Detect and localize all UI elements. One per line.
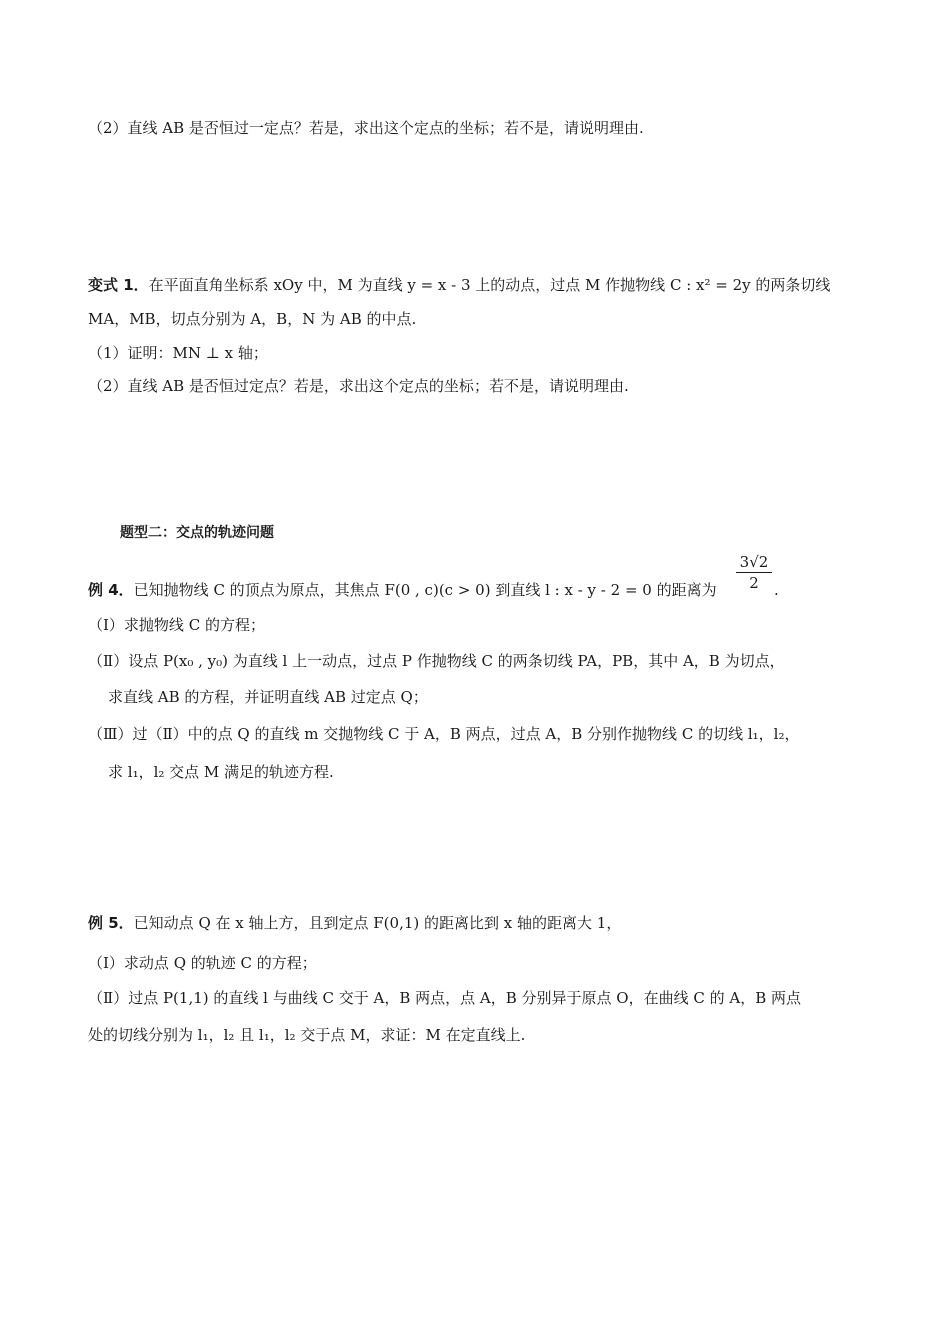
fraction-denominator: 2 [749,574,759,592]
question-2-text: （2）直线 AB 是否恒过一定点？若是，求出这个定点的坐标；若不是，请说明理由. [88,119,644,137]
example-4-part-i: （Ⅰ）求抛物线 C 的方程； [88,616,265,634]
fraction-tail: . [774,581,779,599]
example-4-part-iii-line-2: 求 l₁，l₂ 交点 M 满足的轨迹方程. [108,763,334,781]
example-4-part-iii-line-1: （Ⅲ）过（Ⅱ）中的点 Q 的直线 m 交抛物线 C 于 A，B 两点，过点 A，B 分别作抛物线 C 的切线 l₁，l₂， [88,725,800,743]
example-5-label: 例 5． [88,914,134,932]
example-5-line-1 [88,913,621,933]
variant-1-line-1 [88,275,830,295]
variant-1-question-2: （2）直线 AB 是否恒过定点？若是，求出这个定点的坐标；若不是，请说明理由. [88,377,629,395]
variant-1-question-1: （1）证明：MN ⊥ x 轴； [88,344,268,362]
variant-1-label: 变式 1． [88,276,149,294]
example-5-part-i: （Ⅰ）求动点 Q 的轨迹 C 的方程； [88,954,317,972]
variant-1-line-2: MA，MB，切点分别为 A，B，N 为 AB 的中点. [88,310,417,328]
fraction-numerator: 3√2 [736,553,772,573]
example-5-part-ii-line-1: （Ⅱ）过点 P(1,1) 的直线 l 与曲线 C 交于 A，B 两点，点 A，B 分别异于原点 O，在曲线 C 的 A，B 两点 [88,989,801,1007]
example-5-statement: 已知动点 Q 在 x 轴上方，且到定点 F(0,1) 的距离比到 x 轴的距离大 1， [133,914,622,932]
example-4-label: 例 4． [88,581,134,599]
example-5-part-ii-line-2: 处的切线分别为 l₁，l₂ 且 l₁，l₂ 交于点 M，求证：M 在定直线上. [88,1026,526,1044]
variant-1-statement: 在平面直角坐标系 xOy 中，M 为直线 y = x - 3 上的动点，过点 M 作抛物线 C : x² = 2y 的两条切线 [148,276,831,294]
example-4-part-ii-line-2: 求直线 AB 的方程，并证明直线 AB 过定点 Q； [108,688,428,706]
example-4-line-1 [88,580,717,600]
example-4-part-ii-line-1: （Ⅱ）设点 P(x₀ , y₀) 为直线 l 上一动点，过点 P 作抛物线 C 的两条切线 PA，PB，其中 A，B 为切点， [88,652,785,670]
example-4-statement: 已知抛物线 C 的顶点为原点，其焦点 F(0 , c)(c > 0) 到直线 l : x - y - 2 = 0 的距离为 [133,581,717,599]
section-title: 题型二：交点的轨迹问题 [120,525,274,541]
distance-fraction [736,553,772,592]
